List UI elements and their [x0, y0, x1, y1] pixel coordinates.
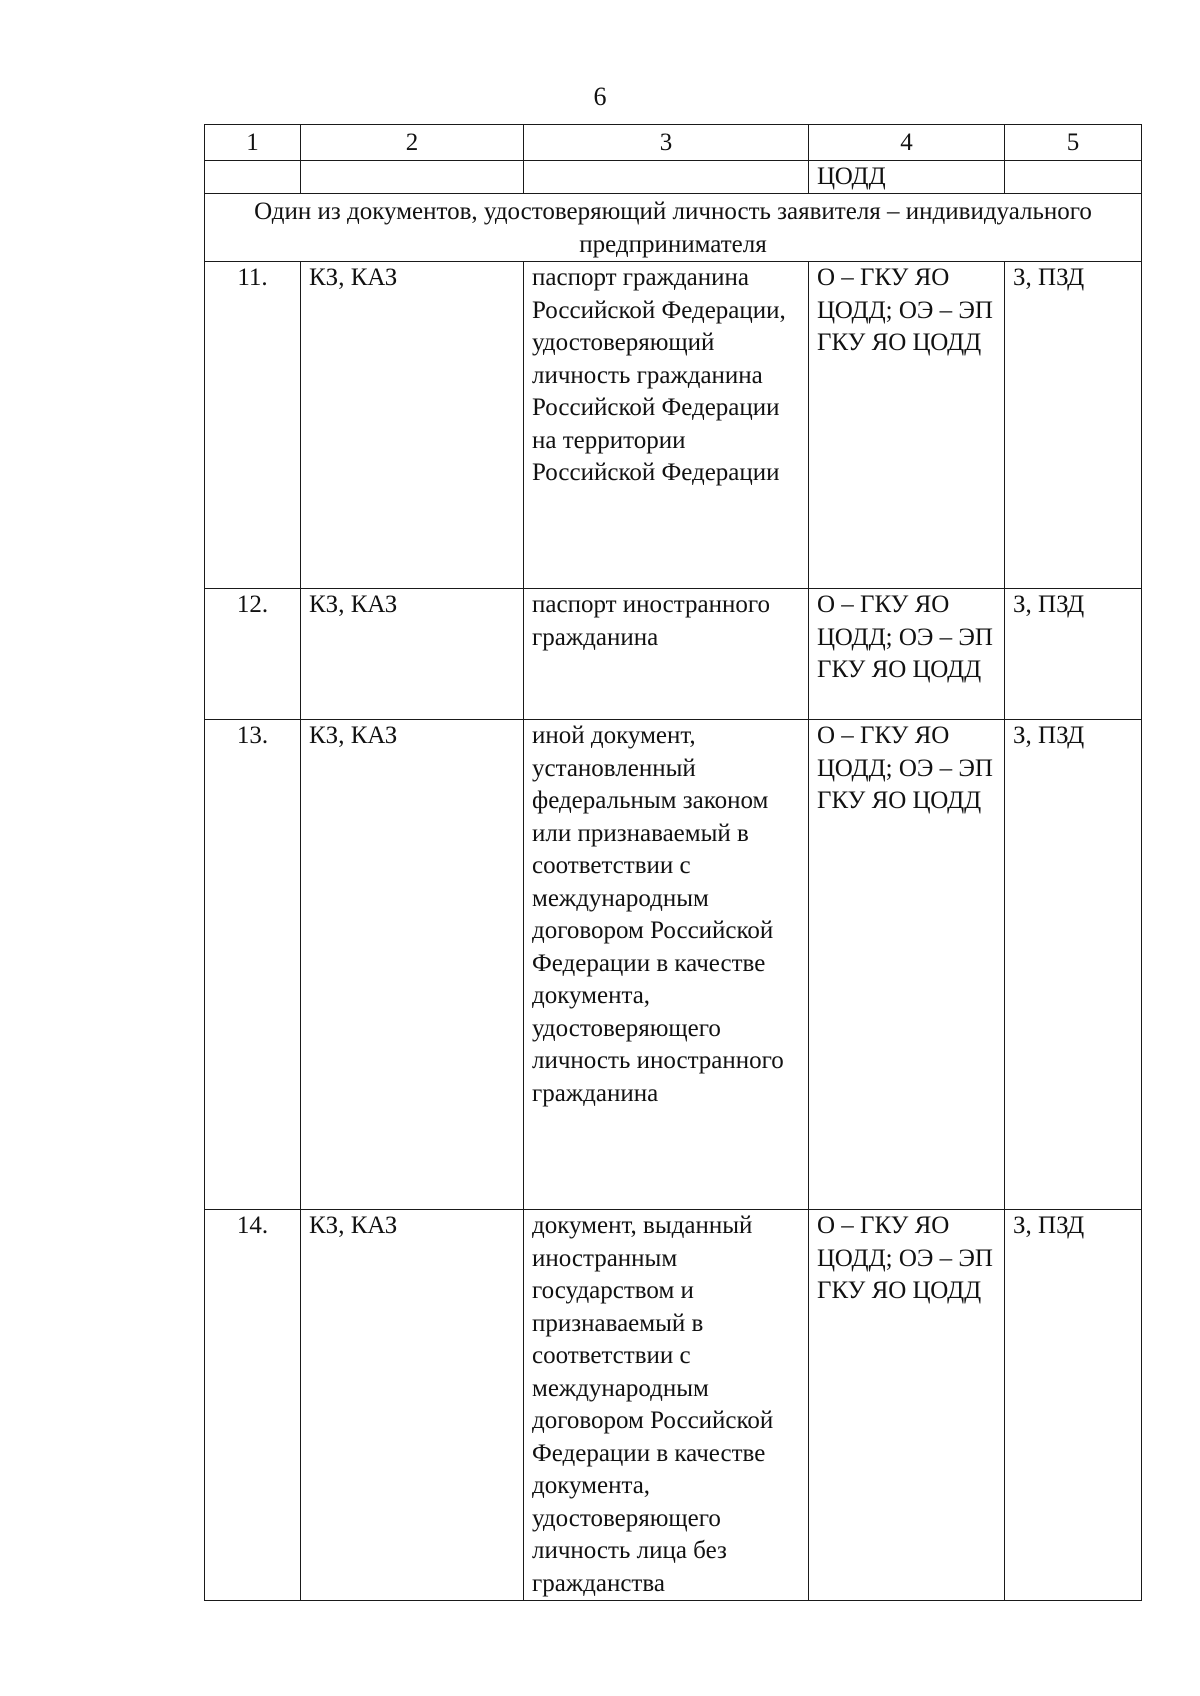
row-number: 13. — [205, 720, 301, 1210]
table-row — [205, 1210, 1142, 1601]
page-number: 6 — [593, 82, 607, 111]
document-table — [204, 124, 1142, 1601]
row-document: иной документ, установленный федеральным законом или признаваемый в соответствии с международным договором Российской Федерации в качестве документа, удостоверяющего личность иностранного гражданина — [524, 720, 809, 1210]
row-number: 14. — [205, 1210, 301, 1601]
row-action: З, ПЗД — [1005, 589, 1142, 720]
section-title: Один из документов, удостоверяющий личность заявителя – индивидуального предпринимателя — [205, 194, 1142, 262]
row-document: паспорт гражданина Российской Федерации, удостоверяющий личность гражданина Российской Федерации на территории Российской Федерации — [524, 262, 809, 589]
row-document: документ, выданный иностранным государством и признаваемый в соответствии с международным договором Российской Федерации в качестве документа, удостоверяющего личность лица без гражданства — [524, 1210, 809, 1601]
row-number: 12. — [205, 589, 301, 720]
row-category: КЗ, КАЗ — [301, 720, 524, 1210]
row-action: З, ПЗД — [1005, 720, 1142, 1210]
row-action: З, ПЗД — [1005, 1210, 1142, 1601]
table-row — [205, 720, 1142, 1210]
table-row — [205, 262, 1142, 589]
continuation-cell-2 — [301, 160, 524, 194]
row-source: О – ГКУ ЯО ЦОДД; ОЭ – ЭП ГКУ ЯО ЦОДД — [809, 1210, 1005, 1601]
continuation-cell-3 — [524, 160, 809, 194]
row-action: З, ПЗД — [1005, 262, 1142, 589]
row-source: О – ГКУ ЯО ЦОДД; ОЭ – ЭП ГКУ ЯО ЦОДД — [809, 262, 1005, 589]
row-document: паспорт иностранного гражданина — [524, 589, 809, 720]
column-number-3: 3 — [524, 125, 809, 161]
continuation-cell-5 — [1005, 160, 1142, 194]
column-number-1: 1 — [205, 125, 301, 161]
column-number-5: 5 — [1005, 125, 1142, 161]
row-number: 11. — [205, 262, 301, 589]
column-number-row — [205, 125, 1142, 161]
continuation-row — [205, 160, 1142, 194]
row-category: КЗ, КАЗ — [301, 1210, 524, 1601]
row-category: КЗ, КАЗ — [301, 589, 524, 720]
row-source: О – ГКУ ЯО ЦОДД; ОЭ – ЭП ГКУ ЯО ЦОДД — [809, 589, 1005, 720]
row-category: КЗ, КАЗ — [301, 262, 524, 589]
column-number-2: 2 — [301, 125, 524, 161]
row-source: О – ГКУ ЯО ЦОДД; ОЭ – ЭП ГКУ ЯО ЦОДД — [809, 720, 1005, 1210]
table-row — [205, 589, 1142, 720]
column-number-4: 4 — [809, 125, 1005, 161]
section-row — [205, 194, 1142, 262]
continuation-cell-4: ЦОДД — [809, 160, 1005, 194]
continuation-cell-1 — [205, 160, 301, 194]
